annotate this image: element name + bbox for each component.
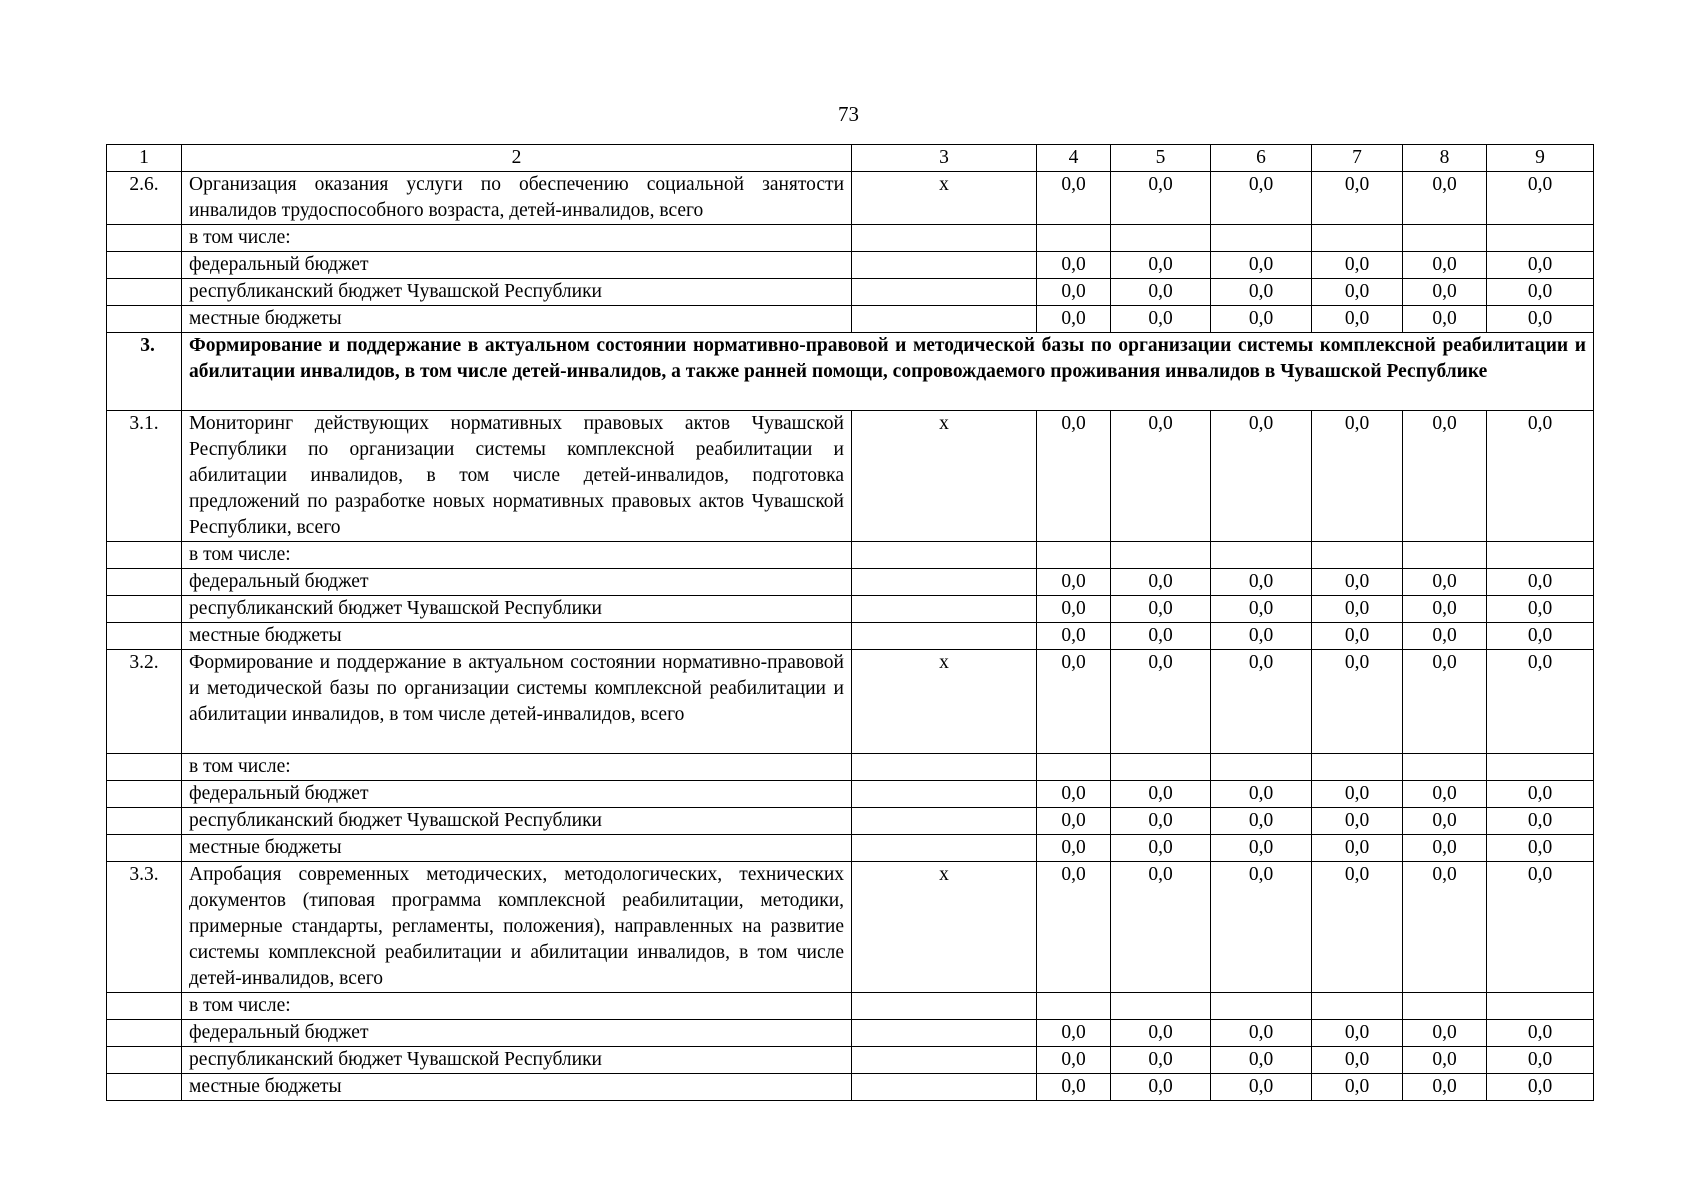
value-cell: 0,0 [1211, 306, 1312, 333]
value-cell: 0,0 [1487, 781, 1594, 808]
value-cell: 0,0 [1111, 1020, 1211, 1047]
value-cell: 0,0 [1487, 411, 1594, 542]
federal-budget-label: федеральный бюджет [182, 1020, 852, 1047]
value-cell: 0,0 [1403, 596, 1487, 623]
table-row [107, 781, 1594, 808]
table-row [107, 650, 1594, 754]
value-cell: 0,0 [1312, 279, 1403, 306]
table-row [107, 569, 1594, 596]
republican-budget-label: республиканский бюджет Чувашской Республики [182, 808, 852, 835]
value-cell: 0,0 [1403, 569, 1487, 596]
local-budget-label: местные бюджеты [182, 835, 852, 862]
value-cell: 0,0 [1211, 808, 1312, 835]
value-cell: 0,0 [1487, 172, 1594, 225]
value-cell: 0,0 [1403, 623, 1487, 650]
value-cell: 0,0 [1111, 808, 1211, 835]
value-cell: 0,0 [1312, 862, 1403, 993]
value-cell: 0,0 [1312, 569, 1403, 596]
table-row [107, 225, 1594, 252]
value-cell: 0,0 [1312, 808, 1403, 835]
value-cell: 0,0 [1487, 596, 1594, 623]
section-number: 3. [107, 333, 182, 411]
table-row [107, 172, 1594, 225]
value-cell: 0,0 [1211, 623, 1312, 650]
republican-budget-label: республиканский бюджет Чувашской Республики [182, 279, 852, 306]
col3-mark: х [852, 862, 1037, 993]
table-row [107, 1074, 1594, 1101]
value-cell: 0,0 [1403, 781, 1487, 808]
value-cell: 0,0 [1037, 1074, 1111, 1101]
value-cell: 0,0 [1403, 808, 1487, 835]
value-cell: 0,0 [1211, 1074, 1312, 1101]
local-budget-label: местные бюджеты [182, 1074, 852, 1101]
value-cell: 0,0 [1403, 172, 1487, 225]
republican-budget-label: республиканский бюджет Чувашской Республики [182, 596, 852, 623]
table-row [107, 835, 1594, 862]
value-cell: 0,0 [1211, 1020, 1312, 1047]
value-cell: 0,0 [1312, 596, 1403, 623]
value-cell: 0,0 [1111, 411, 1211, 542]
column-header: 9 [1487, 145, 1594, 172]
column-header: 8 [1403, 145, 1487, 172]
value-cell: 0,0 [1037, 623, 1111, 650]
value-cell: 0,0 [1487, 569, 1594, 596]
value-cell: 0,0 [1111, 596, 1211, 623]
value-cell: 0,0 [1211, 569, 1312, 596]
item-title: Мониторинг действующих нормативных правовых актов Чувашской Республики по организации системы комплексной реабилитации и абилитации инвалидов, в том числе детей-инвалидов, подготовка предложений по разработке новых нормативных правовых актов Чувашской Республики, всего [182, 411, 852, 542]
value-cell: 0,0 [1487, 623, 1594, 650]
col3-mark: х [852, 172, 1037, 225]
value-cell: 0,0 [1403, 862, 1487, 993]
table-row [107, 1020, 1594, 1047]
value-cell: 0,0 [1037, 252, 1111, 279]
value-cell: 0,0 [1211, 252, 1312, 279]
including-label: в том числе: [182, 225, 852, 252]
table-row [107, 252, 1594, 279]
page-number: 73 [838, 102, 859, 126]
value-cell: 0,0 [1111, 252, 1211, 279]
value-cell: 0,0 [1037, 279, 1111, 306]
republican-budget-label: республиканский бюджет Чувашской Республики [182, 1047, 852, 1074]
column-header: 4 [1037, 145, 1111, 172]
value-cell: 0,0 [1403, 1047, 1487, 1074]
value-cell: 0,0 [1111, 623, 1211, 650]
value-cell: 0,0 [1312, 781, 1403, 808]
column-number-row [107, 145, 1594, 172]
column-header: 2 [182, 145, 852, 172]
value-cell: 0,0 [1487, 835, 1594, 862]
value-cell: 0,0 [1312, 650, 1403, 754]
value-cell: 0,0 [1312, 252, 1403, 279]
section-row [107, 333, 1594, 411]
federal-budget-label: федеральный бюджет [182, 781, 852, 808]
item-number: 3.1. [107, 411, 182, 542]
column-header: 1 [107, 145, 182, 172]
value-cell: 0,0 [1487, 1020, 1594, 1047]
value-cell: 0,0 [1111, 172, 1211, 225]
table-row [107, 542, 1594, 569]
local-budget-label: местные бюджеты [182, 306, 852, 333]
value-cell: 0,0 [1312, 835, 1403, 862]
value-cell: 0,0 [1111, 1047, 1211, 1074]
table-row [107, 993, 1594, 1020]
value-cell: 0,0 [1037, 835, 1111, 862]
column-header: 3 [852, 145, 1037, 172]
table-row [107, 623, 1594, 650]
value-cell: 0,0 [1487, 279, 1594, 306]
value-cell: 0,0 [1211, 279, 1312, 306]
value-cell: 0,0 [1403, 279, 1487, 306]
budget-table [106, 144, 1594, 1101]
table-row [107, 808, 1594, 835]
table-row [107, 1047, 1594, 1074]
value-cell: 0,0 [1403, 306, 1487, 333]
value-cell: 0,0 [1211, 650, 1312, 754]
table-row [107, 754, 1594, 781]
col3-mark: х [852, 411, 1037, 542]
value-cell: 0,0 [1487, 306, 1594, 333]
value-cell: 0,0 [1312, 411, 1403, 542]
including-label: в том числе: [182, 993, 852, 1020]
col3-mark: х [852, 650, 1037, 754]
value-cell: 0,0 [1037, 569, 1111, 596]
including-label: в том числе: [182, 754, 852, 781]
item-number: 3.3. [107, 862, 182, 993]
value-cell: 0,0 [1111, 279, 1211, 306]
value-cell: 0,0 [1403, 835, 1487, 862]
value-cell: 0,0 [1211, 172, 1312, 225]
column-header: 7 [1312, 145, 1403, 172]
value-cell: 0,0 [1211, 835, 1312, 862]
value-cell: 0,0 [1403, 1020, 1487, 1047]
value-cell: 0,0 [1037, 411, 1111, 542]
value-cell: 0,0 [1487, 252, 1594, 279]
value-cell: 0,0 [1312, 1047, 1403, 1074]
value-cell: 0,0 [1403, 252, 1487, 279]
value-cell: 0,0 [1111, 306, 1211, 333]
value-cell: 0,0 [1111, 569, 1211, 596]
value-cell: 0,0 [1312, 1074, 1403, 1101]
table-row [107, 411, 1594, 542]
value-cell: 0,0 [1037, 172, 1111, 225]
table-row [107, 862, 1594, 993]
item-title: Организация оказания услуги по обеспечению социальной занятости инвалидов трудоспособного возраста, детей-инвалидов, всего [182, 172, 852, 225]
table-row [107, 306, 1594, 333]
value-cell: 0,0 [1111, 862, 1211, 993]
item-number: 2.6. [107, 172, 182, 225]
item-title: Формирование и поддержание в актуальном состоянии нормативно-правовой и методической базы по организации системы комплексной реабилитации и абилитации инвалидов, в том числе детей-инвалидов, всего [182, 650, 852, 754]
value-cell: 0,0 [1487, 862, 1594, 993]
table-row [107, 279, 1594, 306]
column-header: 6 [1211, 145, 1312, 172]
federal-budget-label: федеральный бюджет [182, 252, 852, 279]
value-cell: 0,0 [1037, 650, 1111, 754]
value-cell: 0,0 [1403, 650, 1487, 754]
federal-budget-label: федеральный бюджет [182, 569, 852, 596]
value-cell: 0,0 [1037, 306, 1111, 333]
value-cell: 0,0 [1487, 808, 1594, 835]
value-cell: 0,0 [1111, 1074, 1211, 1101]
value-cell: 0,0 [1211, 411, 1312, 542]
table-row [107, 596, 1594, 623]
value-cell: 0,0 [1403, 411, 1487, 542]
value-cell: 0,0 [1111, 650, 1211, 754]
value-cell: 0,0 [1037, 1020, 1111, 1047]
value-cell: 0,0 [1037, 596, 1111, 623]
including-label: в том числе: [182, 542, 852, 569]
value-cell: 0,0 [1037, 862, 1111, 993]
value-cell: 0,0 [1111, 781, 1211, 808]
item-number: 3.2. [107, 650, 182, 754]
value-cell: 0,0 [1312, 1020, 1403, 1047]
value-cell: 0,0 [1487, 1047, 1594, 1074]
value-cell: 0,0 [1312, 306, 1403, 333]
value-cell: 0,0 [1211, 781, 1312, 808]
value-cell: 0,0 [1037, 781, 1111, 808]
value-cell: 0,0 [1312, 172, 1403, 225]
value-cell: 0,0 [1037, 1047, 1111, 1074]
value-cell: 0,0 [1037, 808, 1111, 835]
value-cell: 0,0 [1211, 596, 1312, 623]
value-cell: 0,0 [1211, 1047, 1312, 1074]
local-budget-label: местные бюджеты [182, 623, 852, 650]
value-cell: 0,0 [1111, 835, 1211, 862]
value-cell: 0,0 [1487, 1074, 1594, 1101]
value-cell: 0,0 [1403, 1074, 1487, 1101]
value-cell: 0,0 [1487, 650, 1594, 754]
section-title: Формирование и поддержание в актуальном состоянии нормативно-правовой и методической базы по организации системы комплексной реабилитации и абилитации инвалидов, в том числе детей-инвалидов, а также ранней помощи, сопровождаемого проживания инвалидов в Чувашской Республике [182, 333, 1594, 411]
item-title: Апробация современных методических, методологических, технических документов (типовая программа комплексной реабилитации, методики, примерные стандарты, регламенты, положения), направленных на развитие системы комплексной реабилитации и абилитации инвалидов, в том числе детей-инвалидов, всего [182, 862, 852, 993]
value-cell: 0,0 [1312, 623, 1403, 650]
value-cell: 0,0 [1211, 862, 1312, 993]
column-header: 5 [1111, 145, 1211, 172]
